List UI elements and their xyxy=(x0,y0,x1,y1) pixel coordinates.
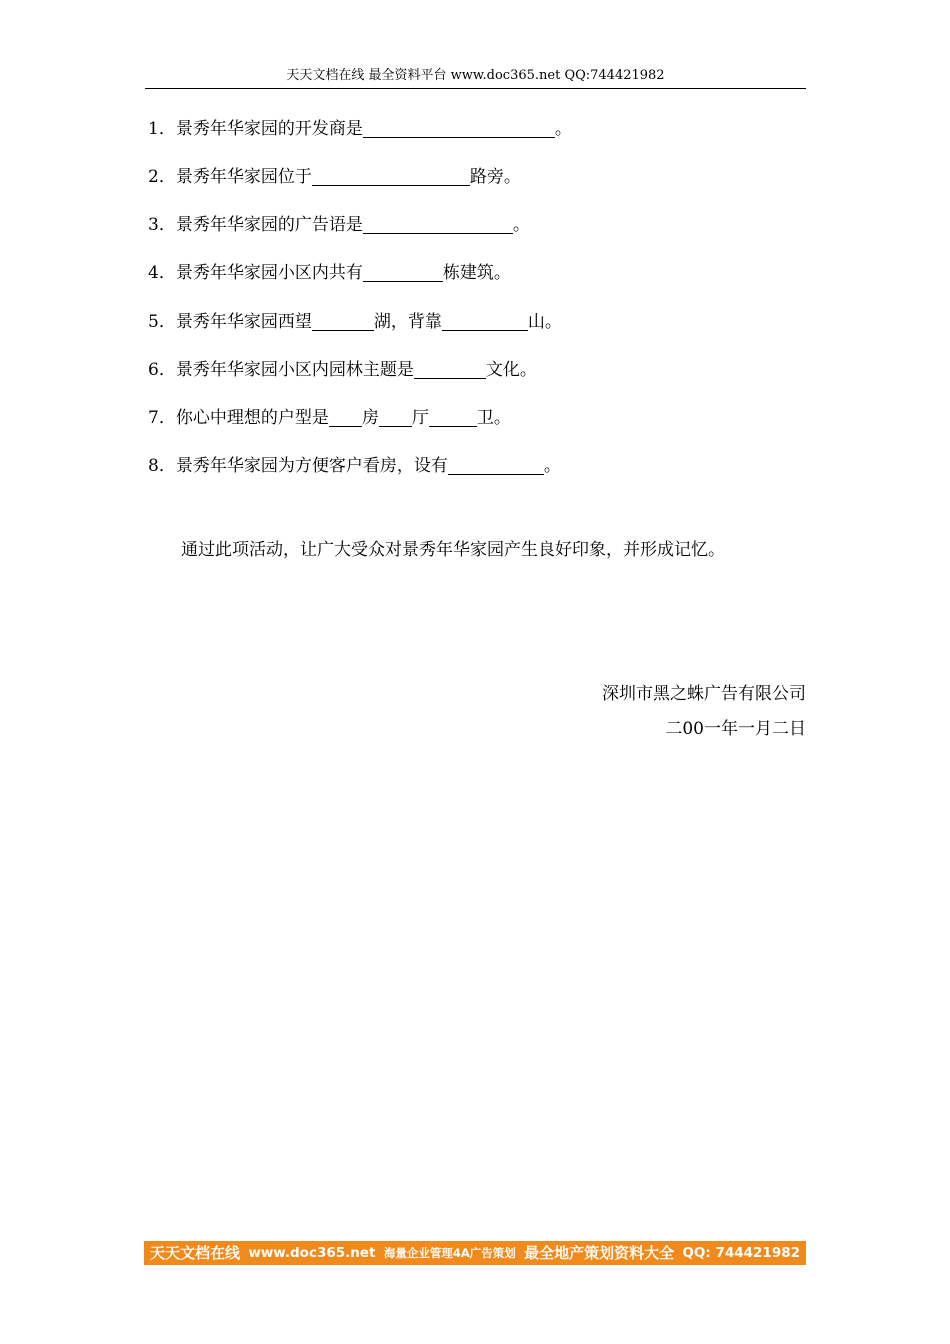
question-text: 。 xyxy=(554,119,572,139)
question-number: 7． xyxy=(148,408,176,428)
question-text: 景秀年华家园小区内共有 xyxy=(175,263,363,283)
page-header xyxy=(145,66,806,89)
question-text: 卫。 xyxy=(476,408,511,428)
question-number: 3． xyxy=(148,215,176,235)
answer-blank[interactable] xyxy=(429,408,477,427)
question-text: 湖，背靠 xyxy=(373,312,442,332)
question-4 xyxy=(148,261,511,285)
answer-blank[interactable] xyxy=(329,408,362,427)
header-text: 天天文档在线 最全资料平台 www.doc365.net QQ:744421982 xyxy=(286,68,665,83)
answer-blank[interactable] xyxy=(363,119,555,138)
question-number: 8． xyxy=(148,456,176,476)
answer-blank[interactable] xyxy=(363,263,443,282)
answer-blank[interactable] xyxy=(312,312,374,331)
footer-banner xyxy=(144,1241,806,1265)
footer-qq: QQ: 744421982 xyxy=(682,1245,800,1261)
answer-blank[interactable] xyxy=(448,456,544,475)
answer-blank[interactable] xyxy=(363,215,513,234)
question-text: 景秀年华家园为方便客户看房，设有 xyxy=(175,456,448,476)
footer-brand: 天天文档在线 xyxy=(150,1244,241,1262)
conclusion-paragraph: 通过此项活动，让广大受众对景秀年华家园产生良好印象，并形成记忆。 xyxy=(181,540,725,560)
footer-slogan-2: 最全地产策划资料大全 xyxy=(524,1244,675,1262)
question-number: 2． xyxy=(148,167,176,187)
question-text: 栋建筑。 xyxy=(442,263,511,283)
question-text: 房 xyxy=(361,408,379,428)
question-6 xyxy=(148,358,537,382)
question-text: 景秀年华家园的广告语是 xyxy=(175,215,363,235)
question-8 xyxy=(148,454,561,478)
question-text: 厅 xyxy=(411,408,429,428)
footer-url[interactable]: www.doc365.net xyxy=(248,1245,376,1261)
answer-blank[interactable] xyxy=(414,360,486,379)
question-number: 4． xyxy=(148,263,176,283)
question-number: 1． xyxy=(148,119,176,139)
question-text: 。 xyxy=(512,215,530,235)
question-text: 你心中理想的户型是 xyxy=(175,408,329,428)
question-text: 景秀年华家园西望 xyxy=(175,312,312,332)
question-text: 景秀年华家园的开发商是 xyxy=(175,119,363,139)
question-7 xyxy=(148,406,511,430)
answer-blank[interactable] xyxy=(312,167,470,186)
question-3 xyxy=(148,213,530,237)
question-2 xyxy=(148,165,521,189)
question-text: 山。 xyxy=(527,312,562,332)
question-text: 路旁。 xyxy=(469,167,521,187)
signature-date: 二00一年一月二日 xyxy=(665,719,806,739)
footer-slogan-1: 海量企业管理4A广告策划 xyxy=(383,1246,516,1260)
question-number: 6． xyxy=(148,360,176,380)
question-text: 文化。 xyxy=(485,360,537,380)
question-text: 景秀年华家园小区内园林主题是 xyxy=(175,360,414,380)
question-number: 5． xyxy=(148,312,176,332)
question-text: 景秀年华家园位于 xyxy=(175,167,312,187)
question-text: 。 xyxy=(543,456,561,476)
question-1 xyxy=(148,117,572,141)
answer-blank[interactable] xyxy=(379,408,412,427)
answer-blank[interactable] xyxy=(442,312,528,331)
question-5 xyxy=(148,310,562,334)
signature-company: 深圳市黑之蛛广告有限公司 xyxy=(602,684,806,704)
